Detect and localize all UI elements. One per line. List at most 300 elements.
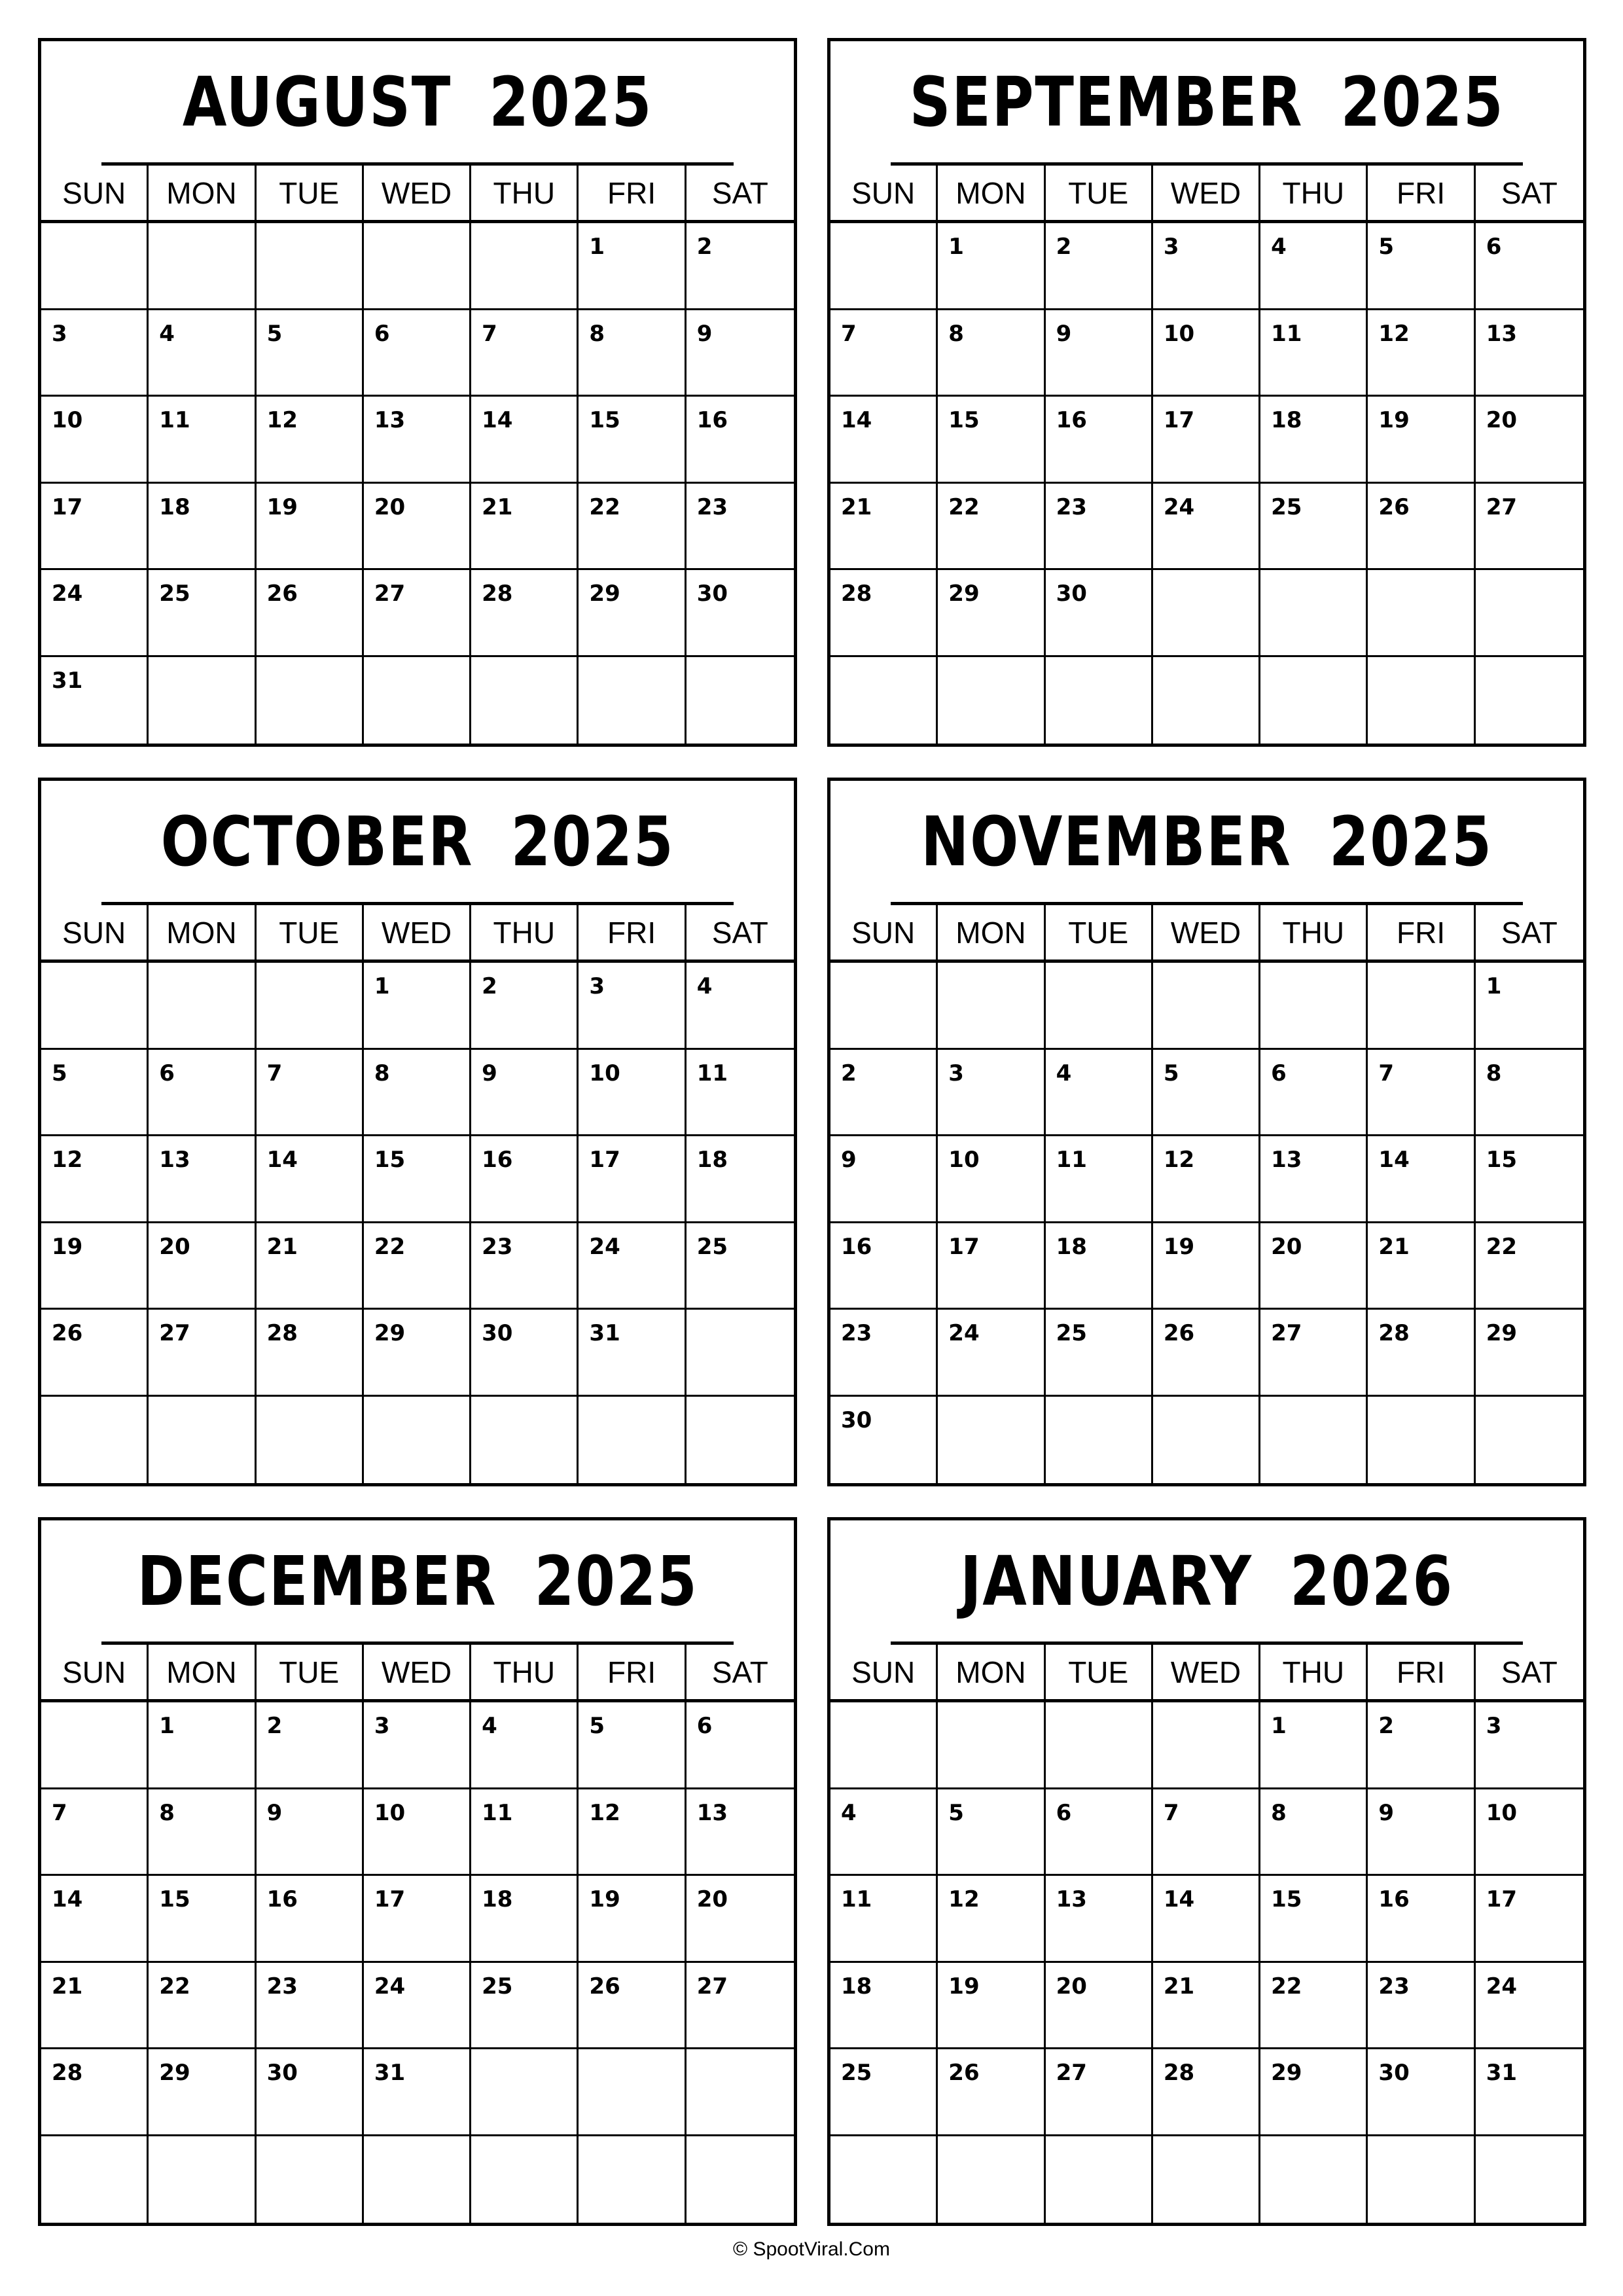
weekday-label: WED: [364, 166, 471, 220]
day-cell: 11: [149, 397, 256, 484]
day-cell: 15: [364, 1136, 471, 1223]
weekday-header-row: [41, 905, 794, 963]
day-grid: [41, 223, 794, 744]
day-cell: [938, 1702, 1045, 1789]
day-cell: [1476, 1397, 1583, 1484]
day-grid: [830, 223, 1583, 744]
day-cell: 7: [1153, 1789, 1260, 1876]
weekday-label: MON: [149, 905, 256, 960]
day-cell: 1: [1476, 963, 1583, 1050]
day-cell: 19: [579, 1876, 686, 1963]
day-cell: 8: [1260, 1789, 1368, 1876]
day-cell: 1: [579, 223, 686, 310]
month-calendar: [38, 778, 797, 1486]
day-cell: 17: [579, 1136, 686, 1223]
day-cell: 13: [687, 1789, 794, 1876]
day-cell: [687, 1397, 794, 1484]
day-cell: 16: [1046, 397, 1153, 484]
day-cell: 31: [579, 1310, 686, 1397]
day-cell: [149, 657, 256, 744]
day-cell: 14: [41, 1876, 149, 1963]
day-cell: 23: [1046, 484, 1153, 571]
day-cell: 24: [1476, 1963, 1583, 2050]
day-cell: 12: [41, 1136, 149, 1223]
day-cell: 28: [830, 570, 938, 657]
day-cell: 3: [1476, 1702, 1583, 1789]
day-cell: [471, 657, 579, 744]
day-cell: 30: [687, 570, 794, 657]
day-cell: [830, 223, 938, 310]
day-cell: 4: [830, 1789, 938, 1876]
day-cell: 11: [471, 1789, 579, 1876]
day-cell: 15: [149, 1876, 256, 1963]
day-cell: [938, 657, 1045, 744]
day-cell: 28: [1368, 1310, 1475, 1397]
weekday-label: SAT: [1501, 915, 1558, 950]
day-cell: [1046, 1397, 1153, 1484]
month-calendar: [38, 1517, 797, 2226]
day-cell: 22: [938, 484, 1045, 571]
weekday-label: SAT: [711, 1655, 768, 1689]
month-title: SEPTEMBER 2025: [891, 41, 1523, 166]
day-cell: [257, 2136, 364, 2223]
day-cell: 26: [1368, 484, 1475, 571]
day-cell: 25: [687, 1223, 794, 1310]
weekday-label: THU: [1260, 1645, 1368, 1699]
day-cell: 22: [579, 484, 686, 571]
day-cell: 23: [1368, 1963, 1475, 2050]
day-cell: 18: [830, 1963, 938, 2050]
day-cell: 20: [1476, 397, 1583, 484]
day-cell: 9: [830, 1136, 938, 1223]
month-title: NOVEMBER 2025: [891, 781, 1523, 905]
weekday-label: MON: [938, 1645, 1045, 1699]
day-cell: 15: [938, 397, 1045, 484]
weekday-label: SUN: [830, 905, 938, 960]
day-cell: 5: [1153, 1050, 1260, 1137]
day-cell: 7: [1368, 1050, 1475, 1137]
weekday-label: FRI: [1368, 166, 1475, 220]
day-cell: 28: [1153, 2049, 1260, 2136]
day-cell: [1368, 570, 1475, 657]
day-cell: 26: [938, 2049, 1045, 2136]
day-cell: 21: [41, 1963, 149, 2050]
day-cell: 4: [1046, 1050, 1153, 1137]
day-cell: 30: [257, 2049, 364, 2136]
month-calendar: [827, 38, 1586, 747]
weekday-label: TUE: [1046, 905, 1153, 960]
day-cell: 31: [364, 2049, 471, 2136]
day-cell: 5: [41, 1050, 149, 1137]
day-cell: 18: [687, 1136, 794, 1223]
weekday-label: THU: [471, 166, 579, 220]
day-cell: 25: [830, 2049, 938, 2136]
weekday-label: THU: [1260, 166, 1368, 220]
day-cell: 30: [1046, 570, 1153, 657]
weekday-label: WED: [1153, 1645, 1260, 1699]
weekday-label: SUN: [41, 1645, 149, 1699]
day-cell: 17: [41, 484, 149, 571]
day-cell: [579, 2136, 686, 2223]
day-cell: 25: [1046, 1310, 1153, 1397]
day-cell: 11: [687, 1050, 794, 1137]
day-cell: 20: [1046, 1963, 1153, 2050]
weekday-label: SAT: [711, 175, 768, 210]
day-cell: [1046, 963, 1153, 1050]
day-cell: [579, 1397, 686, 1484]
day-cell: [471, 2049, 579, 2136]
weekday-label: MON: [149, 166, 256, 220]
day-cell: 31: [41, 657, 149, 744]
weekday-label: FRI: [1368, 1645, 1475, 1699]
weekday-label: THU: [471, 905, 579, 960]
weekday-header-row: [41, 166, 794, 223]
day-grid: [41, 963, 794, 1483]
day-cell: [471, 223, 579, 310]
weekday-label: SUN: [830, 1645, 938, 1699]
day-cell: [149, 223, 256, 310]
day-cell: [257, 657, 364, 744]
day-cell: 1: [364, 963, 471, 1050]
day-cell: 17: [938, 1223, 1045, 1310]
day-cell: 22: [364, 1223, 471, 1310]
day-grid: [830, 1702, 1583, 2223]
day-cell: 20: [364, 484, 471, 571]
day-cell: [1368, 2136, 1475, 2223]
day-cell: 6: [364, 310, 471, 397]
day-cell: 7: [257, 1050, 364, 1137]
day-cell: 9: [687, 310, 794, 397]
day-cell: 29: [364, 1310, 471, 1397]
day-cell: [1153, 570, 1260, 657]
day-cell: 16: [687, 397, 794, 484]
month-title: OCTOBER 2025: [101, 781, 734, 905]
day-cell: 21: [830, 484, 938, 571]
day-cell: 27: [149, 1310, 256, 1397]
day-cell: [1368, 963, 1475, 1050]
day-cell: 22: [1476, 1223, 1583, 1310]
day-cell: 29: [1260, 2049, 1368, 2136]
weekday-label: MON: [149, 1645, 256, 1699]
day-cell: 8: [579, 310, 686, 397]
day-cell: [938, 963, 1045, 1050]
day-cell: [364, 657, 471, 744]
day-cell: 7: [471, 310, 579, 397]
day-cell: 22: [149, 1963, 256, 2050]
day-cell: 28: [257, 1310, 364, 1397]
day-cell: 22: [1260, 1963, 1368, 2050]
day-cell: 3: [579, 963, 686, 1050]
day-cell: 3: [938, 1050, 1045, 1137]
day-cell: 4: [1260, 223, 1368, 310]
day-cell: [257, 963, 364, 1050]
day-cell: 10: [1153, 310, 1260, 397]
day-cell: [41, 2136, 149, 2223]
day-cell: [1153, 657, 1260, 744]
day-cell: [1046, 2136, 1153, 2223]
weekday-label: SAT: [711, 915, 768, 950]
day-cell: 7: [41, 1789, 149, 1876]
day-cell: 13: [149, 1136, 256, 1223]
day-cell: [830, 657, 938, 744]
weekday-label: SUN: [830, 166, 938, 220]
day-cell: 4: [149, 310, 256, 397]
day-cell: 19: [1153, 1223, 1260, 1310]
day-cell: 13: [1476, 310, 1583, 397]
weekday-label: FRI: [579, 1645, 686, 1699]
day-cell: 14: [1368, 1136, 1475, 1223]
day-cell: 19: [41, 1223, 149, 1310]
day-cell: [471, 2136, 579, 2223]
weekday-header-row: [830, 166, 1583, 223]
day-cell: 11: [1046, 1136, 1153, 1223]
day-cell: [687, 2049, 794, 2136]
day-cell: [41, 1702, 149, 1789]
day-cell: [257, 223, 364, 310]
day-cell: 8: [364, 1050, 471, 1137]
day-cell: 8: [938, 310, 1045, 397]
weekday-label: WED: [364, 905, 471, 960]
day-cell: 27: [1476, 484, 1583, 571]
day-cell: 12: [1368, 310, 1475, 397]
day-cell: 19: [257, 484, 364, 571]
day-cell: 16: [257, 1876, 364, 1963]
day-cell: 5: [579, 1702, 686, 1789]
day-cell: 10: [1476, 1789, 1583, 1876]
day-cell: [1476, 657, 1583, 744]
day-cell: 18: [1046, 1223, 1153, 1310]
day-cell: 27: [1260, 1310, 1368, 1397]
day-grid: [41, 1702, 794, 2223]
day-cell: 3: [41, 310, 149, 397]
month-calendar: [827, 1517, 1586, 2226]
day-cell: [1153, 2136, 1260, 2223]
day-cell: 17: [1153, 397, 1260, 484]
day-cell: 6: [1046, 1789, 1153, 1876]
day-cell: 17: [1476, 1876, 1583, 1963]
day-cell: 12: [938, 1876, 1045, 1963]
day-cell: [41, 223, 149, 310]
weekday-label: MON: [938, 166, 1045, 220]
day-cell: 2: [471, 963, 579, 1050]
day-cell: 5: [1368, 223, 1475, 310]
day-cell: [149, 2136, 256, 2223]
day-cell: [1260, 657, 1368, 744]
day-cell: 16: [471, 1136, 579, 1223]
day-cell: 13: [364, 397, 471, 484]
weekday-label: WED: [1153, 166, 1260, 220]
day-cell: [1046, 1702, 1153, 1789]
day-cell: 12: [1153, 1136, 1260, 1223]
day-cell: 9: [1046, 310, 1153, 397]
day-cell: 6: [149, 1050, 256, 1137]
day-cell: [687, 1310, 794, 1397]
day-cell: [687, 2136, 794, 2223]
weekday-label: FRI: [579, 166, 686, 220]
day-cell: [1260, 570, 1368, 657]
day-cell: 28: [471, 570, 579, 657]
day-cell: 23: [471, 1223, 579, 1310]
day-cell: [1368, 1397, 1475, 1484]
month-calendar: [38, 38, 797, 747]
month-title: AUGUST 2025: [101, 41, 734, 166]
day-cell: [579, 2049, 686, 2136]
weekday-label: FRI: [1368, 905, 1475, 960]
day-cell: 12: [579, 1789, 686, 1876]
day-cell: 27: [687, 1963, 794, 2050]
day-cell: 4: [687, 963, 794, 1050]
day-cell: 5: [938, 1789, 1045, 1876]
day-cell: 26: [257, 570, 364, 657]
day-cell: [364, 2136, 471, 2223]
day-cell: 9: [1368, 1789, 1475, 1876]
day-cell: [830, 1702, 938, 1789]
day-cell: 26: [1153, 1310, 1260, 1397]
day-cell: 14: [257, 1136, 364, 1223]
day-cell: 10: [41, 397, 149, 484]
day-cell: 21: [1153, 1963, 1260, 2050]
weekday-label: SUN: [41, 166, 149, 220]
day-cell: 29: [1476, 1310, 1583, 1397]
day-cell: 6: [1476, 223, 1583, 310]
day-cell: 13: [1260, 1136, 1368, 1223]
day-cell: 1: [149, 1702, 256, 1789]
month-title: JANUARY 2026: [891, 1520, 1523, 1645]
day-cell: 2: [257, 1702, 364, 1789]
day-cell: 10: [579, 1050, 686, 1137]
weekday-label: SAT: [1501, 1655, 1558, 1689]
day-cell: [1153, 963, 1260, 1050]
day-cell: 15: [1260, 1876, 1368, 1963]
day-cell: 29: [938, 570, 1045, 657]
day-cell: 16: [830, 1223, 938, 1310]
day-cell: 23: [687, 484, 794, 571]
weekday-label: TUE: [257, 166, 364, 220]
day-cell: 6: [1260, 1050, 1368, 1137]
day-cell: [1476, 2136, 1583, 2223]
day-cell: [1260, 1397, 1368, 1484]
day-cell: 23: [830, 1310, 938, 1397]
day-cell: 24: [41, 570, 149, 657]
day-cell: 12: [257, 397, 364, 484]
day-cell: 25: [149, 570, 256, 657]
day-cell: [257, 1397, 364, 1484]
day-cell: 29: [149, 2049, 256, 2136]
day-cell: [41, 963, 149, 1050]
day-cell: 30: [1368, 2049, 1475, 2136]
day-cell: 26: [579, 1963, 686, 2050]
day-cell: 30: [830, 1397, 938, 1484]
day-cell: 29: [579, 570, 686, 657]
day-cell: 24: [579, 1223, 686, 1310]
day-cell: 15: [1476, 1136, 1583, 1223]
day-cell: [687, 657, 794, 744]
day-cell: 31: [1476, 2049, 1583, 2136]
day-cell: [1153, 1397, 1260, 1484]
day-cell: 9: [471, 1050, 579, 1137]
day-cell: 1: [1260, 1702, 1368, 1789]
day-cell: 3: [364, 1702, 471, 1789]
day-cell: [41, 1397, 149, 1484]
day-cell: 9: [257, 1789, 364, 1876]
day-cell: 3: [1153, 223, 1260, 310]
day-cell: 18: [471, 1876, 579, 1963]
month-title: DECEMBER 2025: [101, 1520, 734, 1645]
day-cell: 10: [364, 1789, 471, 1876]
day-cell: 25: [471, 1963, 579, 2050]
day-cell: 4: [471, 1702, 579, 1789]
day-cell: [1476, 570, 1583, 657]
day-cell: 2: [1046, 223, 1153, 310]
weekday-label: SAT: [1501, 175, 1558, 210]
day-cell: 21: [1368, 1223, 1475, 1310]
day-cell: 2: [687, 223, 794, 310]
day-cell: 19: [938, 1963, 1045, 2050]
day-cell: 18: [1260, 397, 1368, 484]
day-cell: 6: [687, 1702, 794, 1789]
day-cell: 23: [257, 1963, 364, 2050]
day-cell: 7: [830, 310, 938, 397]
day-cell: [364, 1397, 471, 1484]
weekday-label: THU: [471, 1645, 579, 1699]
day-cell: 14: [1153, 1876, 1260, 1963]
day-cell: [579, 657, 686, 744]
day-cell: 20: [149, 1223, 256, 1310]
day-cell: 24: [1153, 484, 1260, 571]
day-cell: 19: [1368, 397, 1475, 484]
day-cell: 8: [1476, 1050, 1583, 1137]
copyright-footer: © SpootViral.Com: [733, 2238, 890, 2260]
day-cell: 24: [938, 1310, 1045, 1397]
month-calendar: [827, 778, 1586, 1486]
day-cell: 1: [938, 223, 1045, 310]
day-cell: 5: [257, 310, 364, 397]
day-cell: 10: [938, 1136, 1045, 1223]
weekday-label: TUE: [257, 905, 364, 960]
day-cell: 11: [1260, 310, 1368, 397]
day-cell: 14: [471, 397, 579, 484]
day-cell: 18: [149, 484, 256, 571]
day-cell: [364, 223, 471, 310]
day-cell: 13: [1046, 1876, 1153, 1963]
day-cell: 14: [830, 397, 938, 484]
day-cell: 27: [1046, 2049, 1153, 2136]
day-cell: [149, 1397, 256, 1484]
weekday-label: SUN: [41, 905, 149, 960]
day-cell: [149, 963, 256, 1050]
weekday-label: TUE: [1046, 166, 1153, 220]
day-cell: 21: [471, 484, 579, 571]
day-cell: 24: [364, 1963, 471, 2050]
day-cell: [1260, 2136, 1368, 2223]
day-cell: [1046, 657, 1153, 744]
day-cell: 27: [364, 570, 471, 657]
weekday-header-row: [830, 1645, 1583, 1702]
day-cell: [1260, 963, 1368, 1050]
day-cell: 21: [257, 1223, 364, 1310]
day-cell: 8: [149, 1789, 256, 1876]
day-cell: [830, 2136, 938, 2223]
day-grid: [830, 963, 1583, 1483]
day-cell: 25: [1260, 484, 1368, 571]
day-cell: [830, 963, 938, 1050]
day-cell: 20: [687, 1876, 794, 1963]
day-cell: [1153, 1702, 1260, 1789]
day-cell: [938, 2136, 1045, 2223]
day-cell: 11: [830, 1876, 938, 1963]
day-cell: 2: [1368, 1702, 1475, 1789]
weekday-label: FRI: [579, 905, 686, 960]
